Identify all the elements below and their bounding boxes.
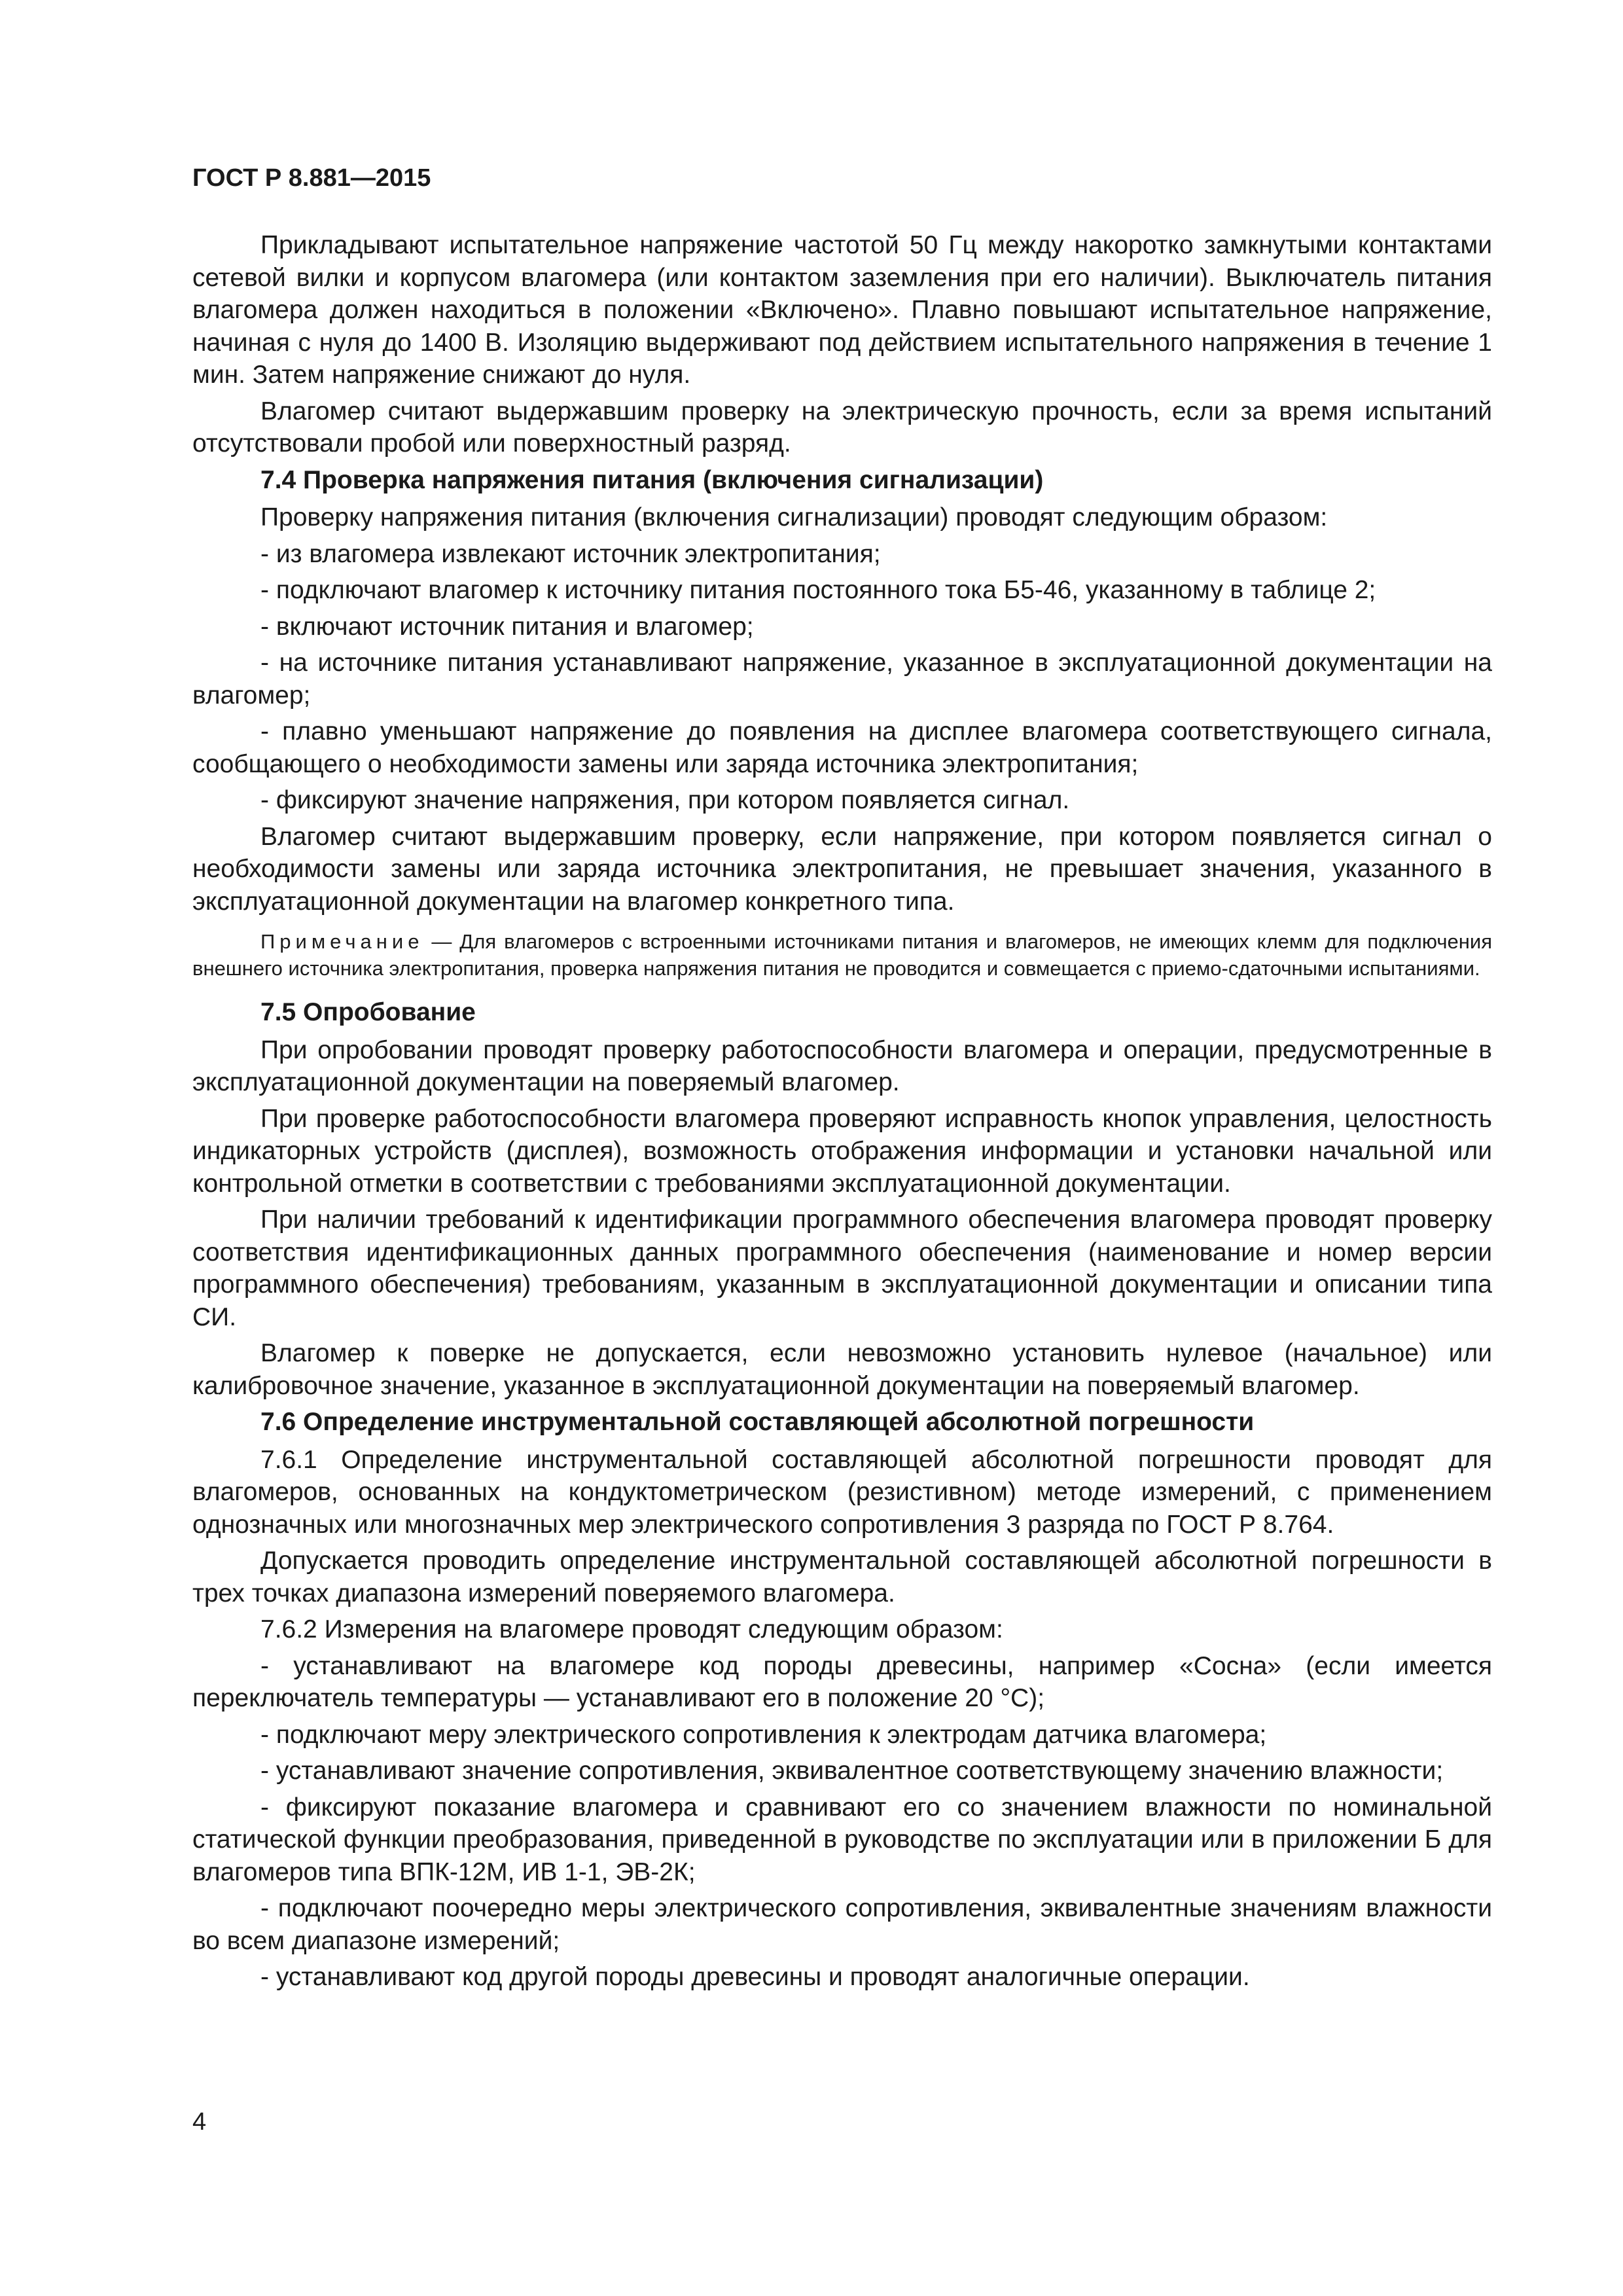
list-item: - подключают влагомер к источнику питания постоянного тока Б5-46, указанному в таблице 2; <box>260 576 1376 604</box>
list-item: - фиксируют показание влагомера и сравнивают его со значением влажности по номинальной статической функции преобразования, приведенной в руководстве по эксплуатации или в приложении Б для влагомеров типа ВПК-12М, ИВ 1-1, ЭВ-2К; <box>192 1793 1492 1886</box>
list-item: - устанавливают на влагомере код породы древесины, например «Сосна» (если имеется переключатель температуры — устанавливают его в положение 20 °С); <box>192 1651 1492 1712</box>
list-item: - подключают поочередно меры электрического сопротивления, эквивалентные значениям влажности во всем диапазоне измерений; <box>192 1894 1492 1955</box>
paragraph: При проверке работоспособности влагомера проверяют исправность кнопок управления, целостность индикаторных устройств (дисплея), возможность отображения информации и установки начальной или контрольной отметки в соответствии с требованиями эксплуатационной документации. <box>192 1104 1492 1198</box>
document-page <box>192 162 1492 1998</box>
page-number: 4 <box>192 2108 207 2136</box>
document-body <box>192 229 1492 1994</box>
list-item: - из влагомера извлекают источник электропитания; <box>260 539 881 568</box>
document-standard-header: ГОСТ Р 8.881—2015 <box>192 164 431 192</box>
list-item: - фиксируют значение напряжения, при котором появляется сигнал. <box>260 786 1070 814</box>
paragraph: При опробовании проводят проверку работоспособности влагомера и операции, предусмотренные в эксплуатационной документации на поверяемый влагомер. <box>192 1035 1492 1096</box>
list-item: - устанавливают значение сопротивления, эквивалентное соответствующему значению влажности; <box>260 1757 1444 1785</box>
paragraph: Влагомер считают выдержавшим проверку на электрическую прочность, если за время испытаний отсутствовали пробой или поверхностный разряд. <box>192 397 1492 457</box>
list-item: - включают источник питания и влагомер; <box>260 612 754 641</box>
paragraph: Допускается проводить определение инструментальной составляющей абсолютной погрешности в трех точках диапазона измерений поверяемого влагомера. <box>192 1547 1492 1607</box>
list-item: - подключают меру электрического сопротивления к электродам датчика влагомера; <box>260 1720 1267 1749</box>
section-heading-7-6: 7.6 Определение инструментальной составляющей абсолютной погрешности <box>260 1408 1255 1436</box>
list-item: - плавно уменьшают напряжение до появления на дисплее влагомера соответствующего сигнала, сообщающего о необходимости замены или заряда источника электропитания; <box>192 717 1492 778</box>
paragraph: Прикладывают испытательное напряжение частотой 50 Гц между накоротко замкнутыми контактами сетевой вилки и корпусом влагомера (или контактом заземления при его наличии). Выключатель питания влагомера должен находиться в положении «Включено». Плавно повышают испытательное напряжение, начиная с нуля до 1400 В. Изоляцию выдерживают под действием испытательного напряжения в течение 1 мин. Затем напряжение снижают до нуля. <box>192 231 1492 389</box>
paragraph: Влагомер к поверке не допускается, если невозможно установить нулевое (начальное) или калибровочное значение, указанное в эксплуатационной документации на поверяемый влагомер. <box>192 1339 1492 1400</box>
paragraph: Влагомер считают выдержавшим проверку, если напряжение, при котором появляется сигнал о необходимости замены или заряда источника электропитания, не превышает значения, указанного в эксплуатационной документации на влагомер конкретного типа. <box>192 822 1492 916</box>
list-item: - устанавливают код другой породы древесины и проводят аналогичные операции. <box>260 1963 1250 1991</box>
list-item: - на источнике питания устанавливают напряжение, указанное в эксплуатационной документации на влагомер; <box>192 649 1492 709</box>
section-heading-7-4: 7.4 Проверка напряжения питания (включения сигнализации) <box>260 465 1044 494</box>
paragraph: Проверку напряжения питания (включения сигнализации) проводят следующим образом: <box>260 503 1328 531</box>
note <box>192 928 1492 982</box>
paragraph: 7.6.1 Определение инструментальной составляющей абсолютной погрешности проводят для влагомеров, основанных на кондуктометрическом (резистивном) методе измерений, с применением однозначных или многозначных мер электрического сопротивления 3 разряда по ГОСТ Р 8.764. <box>192 1445 1492 1539</box>
paragraph: При наличии требований к идентификации программного обеспечения влагомера проводят проверку соответствия идентификационных данных программного обеспечения (наименование и номер версии программного обеспечения) требованиям, указанным в эксплуатационной документации и описании типа СИ. <box>192 1206 1492 1331</box>
note-label: Примечание <box>260 930 424 953</box>
note-text: — Для влагомеров с встроенными источниками питания и влагомеров, не имеющих клемм для подключения внешнего источника электропитания, проверка напряжения питания не проводится и совмещается с приемо-сдаточными испытаниями. <box>192 930 1492 980</box>
section-heading-7-5: 7.5 Опробование <box>260 998 476 1026</box>
paragraph: 7.6.2 Измерения на влагомере проводят следующим образом: <box>260 1615 1003 1643</box>
